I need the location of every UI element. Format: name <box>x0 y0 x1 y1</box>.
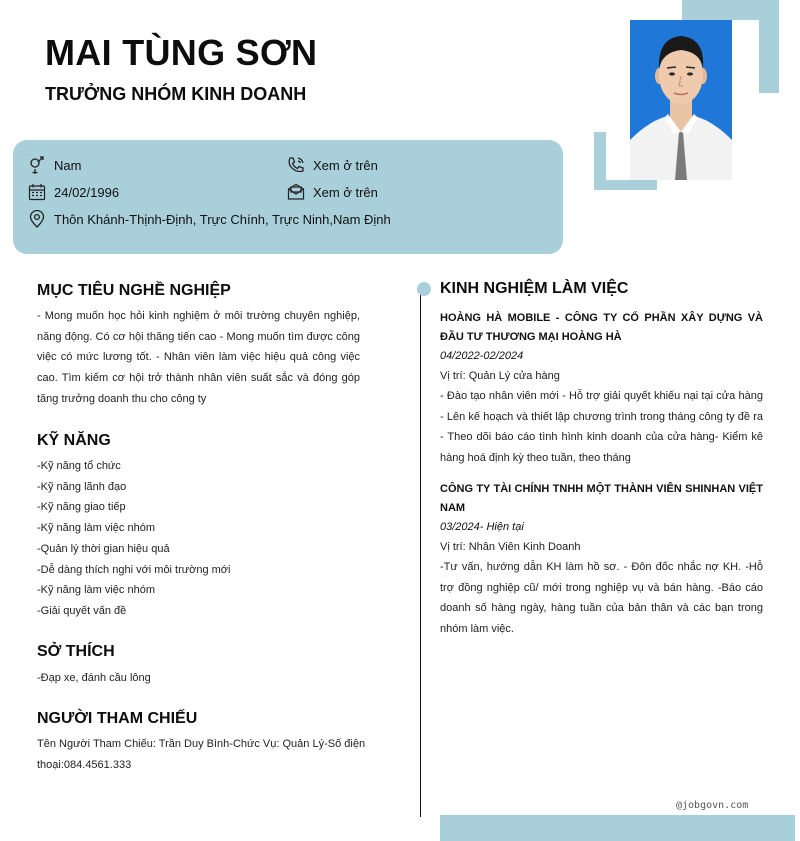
birthdate-value: 24/02/1996 <box>54 184 120 200</box>
references-heading: NGƯỜI THAM CHIẾU <box>37 710 198 727</box>
timeline-dot <box>417 282 431 296</box>
skills-heading: KỸ NĂNG <box>37 432 111 449</box>
phone-row <box>287 156 378 174</box>
skill-item: -Kỹ năng tổ chức <box>37 460 121 472</box>
calendar-icon <box>28 183 46 201</box>
person-silhouette-icon <box>630 20 732 180</box>
skill-item: -Kỹ năng làm việc nhóm <box>37 522 155 535</box>
candidate-name: MAI TÙNG SƠN <box>45 32 318 73</box>
skills-list <box>37 456 367 622</box>
experience-heading: KINH NGHIỆM LÀM VIỆC <box>440 280 629 297</box>
watermark: @jobgovn.com <box>676 800 749 811</box>
job-company: CÔNG TY TÀI CHÍNH TNHH MỘT THÀNH VIÊN SHINHAN VIỆT NAM <box>440 483 763 514</box>
skill-item: -Giải quyết vấn đề <box>37 604 127 617</box>
job-company: HOÀNG HÀ MOBILE - CÔNG TY CỔ PHẦN XÂY DỰNG VÀ ĐẦU TƯ THƯƠNG MẠI HOÀNG HÀ <box>440 312 763 343</box>
email-value: Xem ở trên <box>313 184 378 200</box>
profile-photo <box>630 20 732 180</box>
email-row <box>287 183 378 201</box>
gender-icon <box>28 156 46 174</box>
job-entry <box>440 309 763 469</box>
gender-row <box>28 156 81 174</box>
gender-value: Nam <box>54 157 82 173</box>
job-date: 04/2022-02/2024 <box>440 350 524 362</box>
candidate-title: TRƯỞNG NHÓM KINH DOANH <box>45 84 307 104</box>
job-entry <box>440 480 763 640</box>
location-pin-icon <box>28 210 46 228</box>
job-position: Vị trí: Quản Lý cửa hàng <box>440 370 560 382</box>
birthdate-row <box>28 183 119 201</box>
skill-item: -Dễ dàng thích nghi với môi trường mới <box>37 563 231 576</box>
objective-heading: MỤC TIÊU NGHỀ NGHIỆP <box>37 282 231 299</box>
skill-item: -Kỹ năng lãnh đạo <box>37 480 127 493</box>
phone-icon <box>287 156 305 174</box>
job-description: - Đào tạo nhân viên mới - Hỗ trợ giải quyết khiếu nại tại cửa hàng - Lên kế hoạch và thiết lập chương trình trong tháng công ty đề ra - Theo dõi báo cáo tình hình kinh doanh của cửa hàng- Kiểm kê hàng hoá định kỳ theo tuần, theo tháng <box>440 390 763 465</box>
envelope-icon <box>287 183 305 201</box>
job-position: Vị trí: Nhân Viên Kinh Doanh <box>440 541 581 553</box>
address-row <box>28 210 391 228</box>
phone-value: Xem ở trên <box>313 157 378 173</box>
skill-item: -Kỹ năng làm việc nhóm <box>37 584 155 597</box>
job-description: -Tư vấn, hướng dẫn KH làm hồ sơ. - Đôn đốc nhắc nợ KH. -Hỗ trợ đồng nghiệp cũ/ mới trong nghiệp vụ và bán hàng. -Báo cáo doanh số hàng ngày, hàng tuần của bản thân và các bạn trong nhóm làm việc. <box>440 561 763 636</box>
decor-right-vertical-bar <box>759 0 779 93</box>
skill-item: -Kỹ năng giao tiếp <box>37 501 126 514</box>
job-date: 03/2024- Hiện tại <box>440 521 524 533</box>
skill-item: -Quản lý thời gian hiệu quả <box>37 542 170 555</box>
timeline-line <box>420 292 421 817</box>
hobbies-heading: SỞ THÍCH <box>37 643 115 660</box>
references-text: Tên Người Tham Chiếu: Trần Duy Bình-Chức Vụ: Quản Lý-Số điện thoại:084.4561.333 <box>37 738 366 771</box>
objective-text: - Mong muốn học hỏi kinh nghiệm ở môi trường chuyên nghiệp, năng động. Có cơ hội thăng tiến cao - Mong muốn tìm được công việc có mức lương tốt. - Nhân viên làm việc hiệu quả công việc cao. Tìm kiếm cơ hội trở thành nhân viên suất sắc và đóng góp tăng trưởng doanh thu cho công ty <box>37 310 360 405</box>
decor-footer-bar <box>440 815 795 841</box>
address-value: Thôn Khánh-Thịnh-Định, Trực Chính, Trực Ninh,Nam Định <box>54 211 391 227</box>
hobbies-text: -Đạp xe, đánh cầu lông <box>37 672 151 684</box>
decor-bottom-horizontal-bar <box>594 180 657 190</box>
